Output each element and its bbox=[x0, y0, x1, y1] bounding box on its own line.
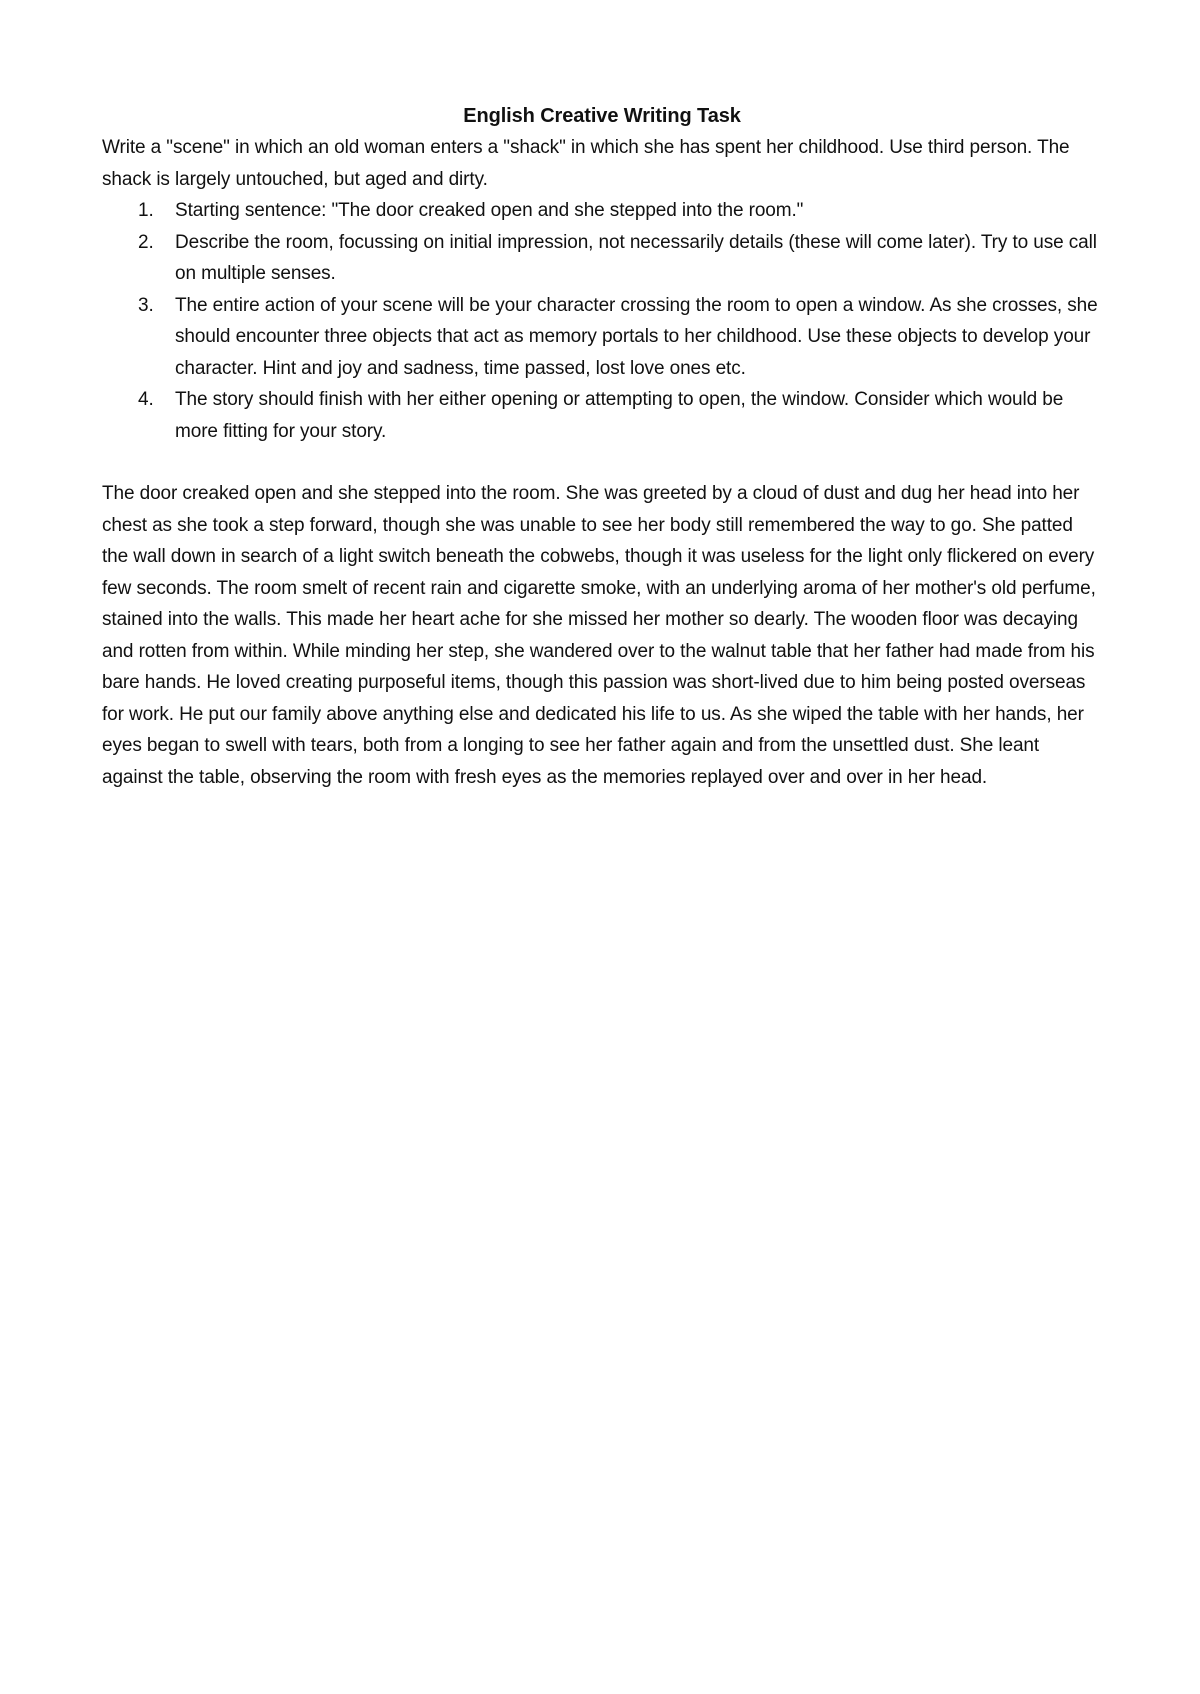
task-item bbox=[102, 290, 1102, 385]
task-number: 4. bbox=[138, 389, 154, 410]
task-text: The entire action of your scene will be your character crossing the room to open a window. As she crosses, she should encounter three objects that act as memory portals to her childhood. Use these objects to develop your character. Hint and joy and sadness, time passed, lost love ones etc. bbox=[175, 294, 1098, 379]
task-number: 2. bbox=[138, 231, 154, 253]
task-item bbox=[102, 195, 1102, 227]
task-intro: Write a "scene" in which an old woman enters a "shack" in which she has spent her childhood. Use third person. The shack is largely untouched, but aged and dirty. bbox=[102, 137, 1070, 190]
task-text: Describe the room, focussing on initial impression, not necessarily details (these will come later). Try to use call on multiple senses. bbox=[175, 231, 1097, 284]
task-item bbox=[102, 384, 1102, 447]
story-paragraph: The door creaked open and she stepped into the room. She was greeted by a cloud of dust and dug her head into her chest as she took a step forward, though she was unable to see her body still remembered the way to go. She patted the wall down in search of a light switch beneath the cobwebs, though it was useless for the light only flickered on every few seconds. The room smelt of recent rain and cigarette smoke, with an underlying aroma of her mother's old perfume, stained into the walls. This made her heart ache for she missed her mother so dearly. The wooden floor was decaying and rotten from within. While minding her step, she wandered over to the walnut table that her father had made from his bare hands. He loved creating purposeful items, though this passion was short-lived due to him being posted overseas for work. He put our family above anything else and dedicated his life to us. As she wiped the table with her hands, her eyes began to swell with tears, both from a longing to see her father again and from the unsettled dust. She leant against the table, observing the room with fresh eyes as the memories replayed over and over in her head. bbox=[102, 483, 1096, 788]
document-title: English Creative Writing Task bbox=[463, 105, 741, 127]
task-list bbox=[102, 195, 1102, 447]
task-number: 1. bbox=[138, 200, 154, 221]
task-text: Starting sentence: "The door creaked open and she stepped into the room." bbox=[175, 200, 804, 221]
task-number: 3. bbox=[138, 294, 154, 316]
task-text: The story should finish with her either opening or attempting to open, the window. Consider which would be more fitting for your story. bbox=[175, 389, 1064, 442]
document-body bbox=[102, 100, 1102, 793]
task-item bbox=[102, 227, 1102, 290]
